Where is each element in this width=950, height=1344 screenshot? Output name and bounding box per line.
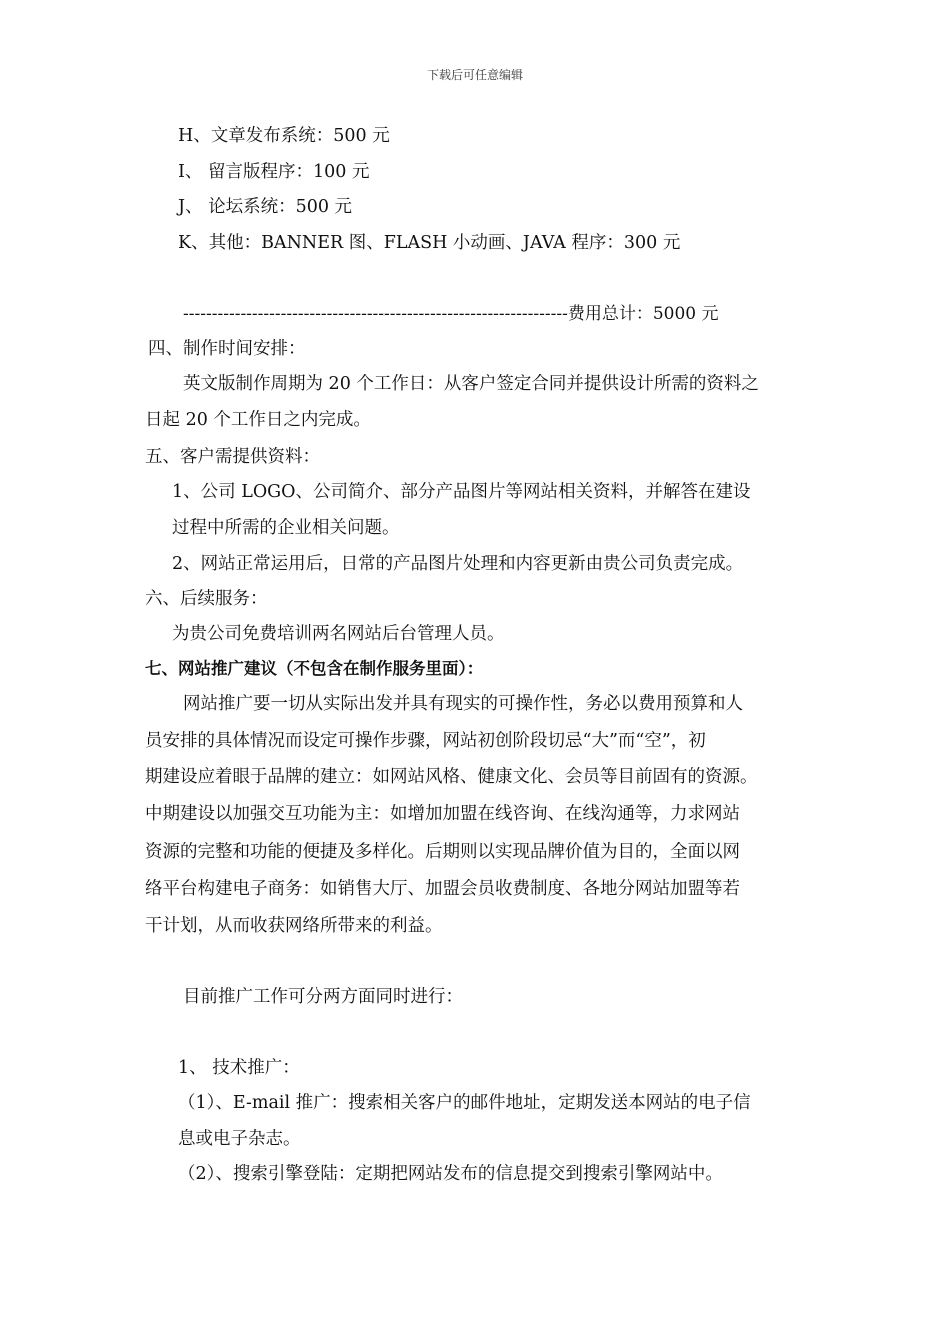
paragraph-line: 日起 20 个工作日之内完成。 [145,410,371,430]
price-item-j: J、 论坛系统：500 元 [178,197,353,217]
paragraph-line: 干计划，从而收获网络所带来的利益。 [145,916,443,936]
list-item: 2、网站正常运用后，日常的产品图片处理和内容更新由贵公司负责完成。 [172,554,744,574]
total-cost: -------------------------------------------------------------------费用总计：5000 元 [183,304,719,324]
paragraph-line: 为贵公司免费培训两名网站后台管理人员。 [172,624,505,644]
section-heading-service: 六、后续服务： [145,589,268,609]
list-item: （2）、搜索引擎登陆：定期把网站发布的信息提交到搜索引擎网站中。 [178,1164,723,1184]
paragraph-line: 网站推广要一切从实际出发并具有现实的可操作性，务必以费用预算和人 [183,694,743,714]
list-item: 1、公司 LOGO、公司简介、部分产品图片等网站相关资料，并解答在建设 [172,482,751,502]
price-item-k: K、其他：BANNER 图、FLASH 小动画、JAVA 程序：300 元 [178,233,681,253]
list-item-continuation: 息或电子杂志。 [178,1129,301,1149]
paragraph-line: 络平台构建电子商务：如销售大厅、加盟会员收费制度、各地分网站加盟等若 [145,879,740,899]
section-heading-schedule: 四、制作时间安排： [148,339,306,359]
section-heading-materials: 五、客户需提供资料： [145,447,320,467]
page-header: 下载后可任意编辑 [426,68,523,82]
paragraph-line: 目前推广工作可分两方面同时进行： [183,987,463,1007]
paragraph-line: 英文版制作周期为 20 个工作日：从客户签定合同并提供设计所需的资料之 [183,374,759,394]
paragraph-line: 资源的完整和功能的便捷及多样化。后期则以实现品牌价值为目的，全面以网 [145,842,740,862]
list-item-continuation: 过程中所需的企业相关问题。 [172,518,400,538]
subheading-tech-promotion: 1、 技术推广： [178,1058,300,1078]
section-heading-promotion: 七、网站推广建议（不包含在制作服务里面）： [145,659,484,678]
paragraph-line: 期建设应着眼于品牌的建立：如网站风格、健康文化、会员等目前固有的资源。 [145,767,758,787]
price-item-i: I、 留言版程序：100 元 [178,162,370,182]
paragraph-line: 员安排的具体情况而设定可操作步骤，网站初创阶段切忌“大”而“空”，初 [145,731,706,751]
list-item: （1）、E-mail 推广：搜索相关客户的邮件地址，定期发送本网站的电子信 [178,1093,751,1113]
paragraph-line: 中期建设以加强交互功能为主：如增加加盟在线咨询、在线沟通等，力求网站 [145,804,740,824]
price-item-h: H、文章发布系统：500 元 [178,126,390,146]
